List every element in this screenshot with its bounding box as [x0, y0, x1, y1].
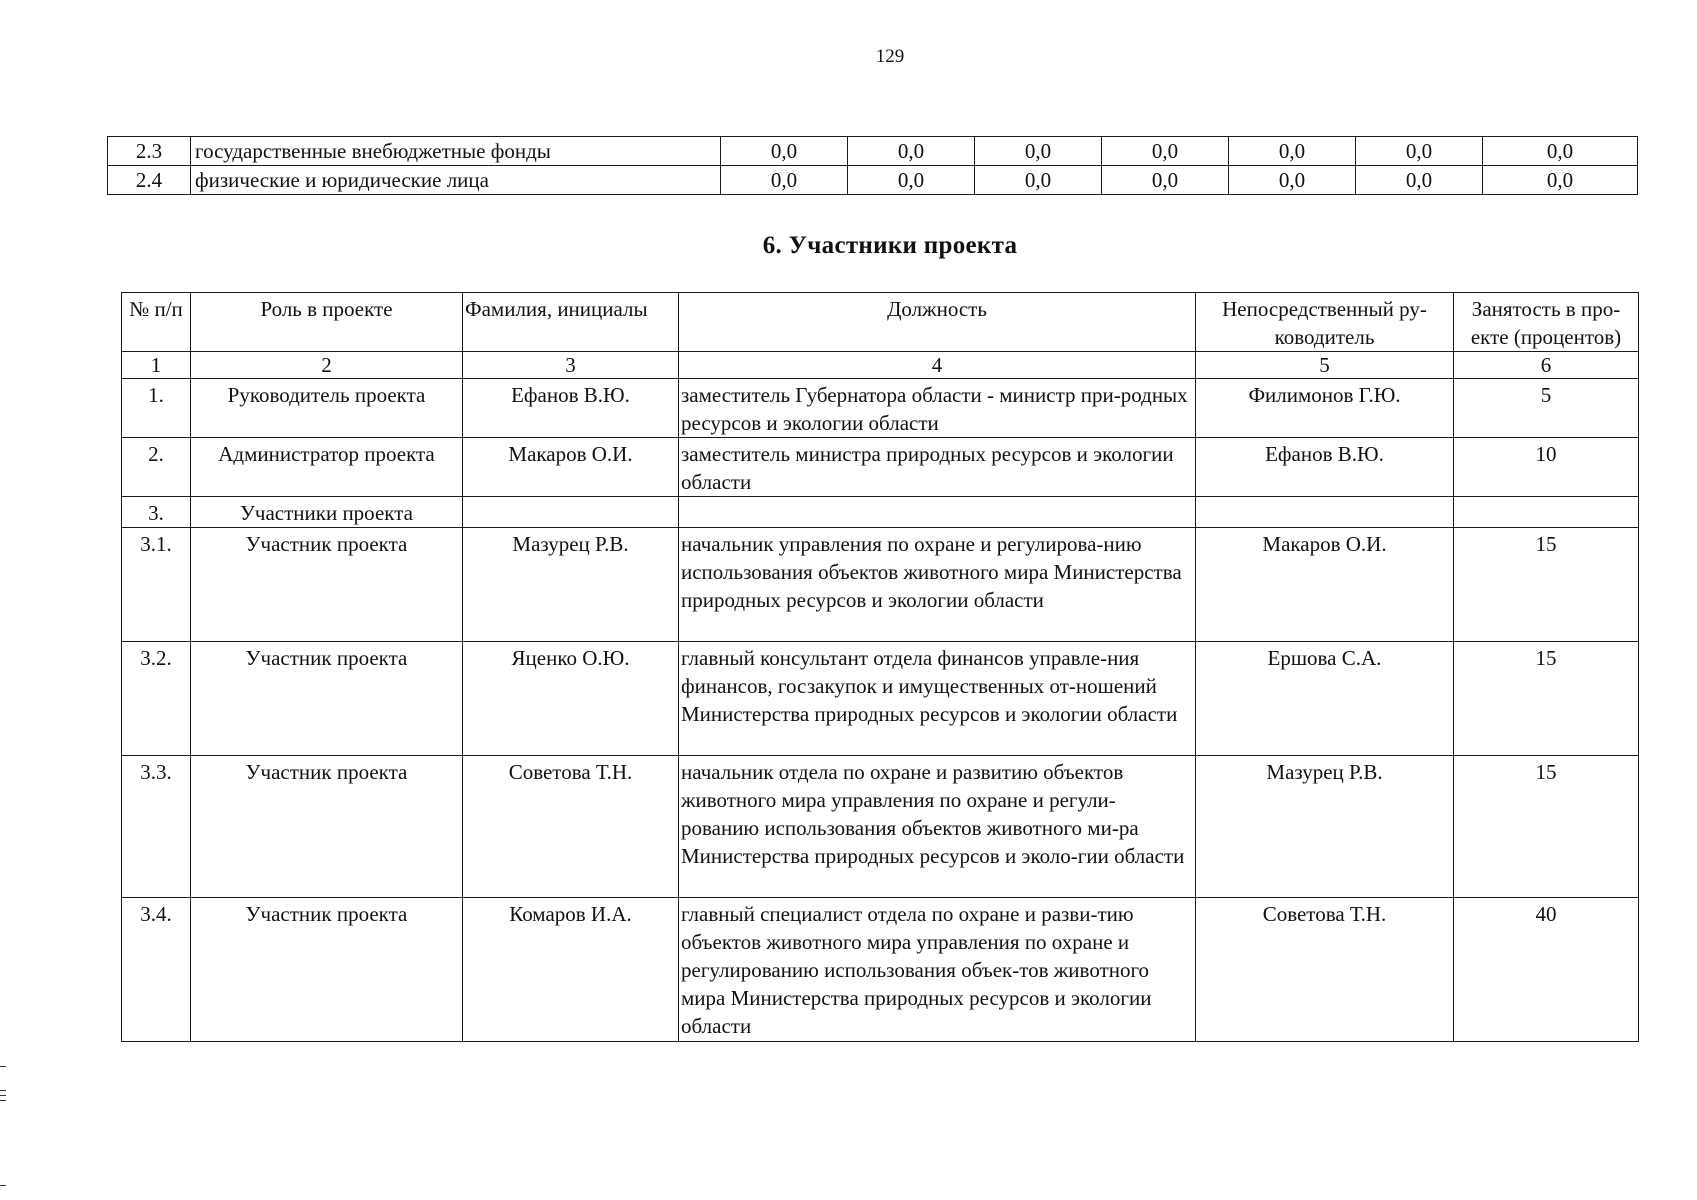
row-role: Участник проекта — [191, 642, 463, 756]
section-title: 6. Участники проекта — [762, 232, 1018, 259]
value-cell: 0,0 — [1102, 166, 1229, 195]
value-cell: 0,0 — [1229, 137, 1356, 166]
row-position: начальник отдела по охране и развитию объектов животного мира управления по охране и регули-рованию использования объектов животного ми-ра Министерства природных ресурсов и эколо-гии области — [679, 756, 1196, 898]
row-role: Руководитель проекта — [191, 379, 463, 438]
column-index: 3 — [463, 352, 679, 379]
row-manager: Макаров О.И. — [1196, 528, 1454, 642]
table-row — [122, 642, 1639, 756]
row-name — [463, 497, 679, 528]
table-row — [108, 166, 1638, 195]
row-label: государственные внебюджетные фонды — [191, 137, 721, 166]
row-name: Ефанов В.Ю. — [463, 379, 679, 438]
header-manager: Непосредственный ру-ководитель — [1196, 293, 1454, 352]
value-cell: 0,0 — [975, 137, 1102, 166]
table-row — [122, 898, 1639, 1042]
margin-mark — [0, 1100, 6, 1101]
row-role: Участник проекта — [191, 528, 463, 642]
row-manager: Советова Т.Н. — [1196, 898, 1454, 1042]
row-number: 2.3 — [108, 137, 191, 166]
participants-table — [121, 292, 1639, 1042]
row-number: 3.4. — [122, 898, 191, 1042]
page-number: 129 — [875, 46, 905, 67]
row-role: Участник проекта — [191, 756, 463, 898]
margin-mark — [0, 1090, 6, 1091]
header-name: Фамилия, инициалы — [463, 293, 679, 352]
row-role: Участники проекта — [191, 497, 463, 528]
row-name: Макаров О.И. — [463, 438, 679, 497]
table-row — [108, 137, 1638, 166]
column-index: 4 — [679, 352, 1196, 379]
table-row — [122, 497, 1639, 528]
table-header-row — [122, 293, 1639, 352]
row-manager: Филимонов Г.Ю. — [1196, 379, 1454, 438]
row-employment: 15 — [1454, 528, 1639, 642]
column-index: 1 — [122, 352, 191, 379]
row-name: Советова Т.Н. — [463, 756, 679, 898]
header-employment: Занятость в про-екте (процентов) — [1454, 293, 1639, 352]
row-number: 3. — [122, 497, 191, 528]
value-cell: 0,0 — [1483, 166, 1638, 195]
row-position: начальник управления по охране и регулирова-нию использования объектов животного мира Министерства природных ресурсов и экологии области — [679, 528, 1196, 642]
value-cell: 0,0 — [1102, 137, 1229, 166]
row-name: Мазурец Р.В. — [463, 528, 679, 642]
table-row — [122, 438, 1639, 497]
funding-table — [107, 136, 1638, 195]
margin-mark — [0, 1095, 6, 1096]
row-number: 2. — [122, 438, 191, 497]
row-employment: 40 — [1454, 898, 1639, 1042]
row-number: 3.3. — [122, 756, 191, 898]
table-row — [122, 528, 1639, 642]
row-number: 3.1. — [122, 528, 191, 642]
row-employment: 15 — [1454, 642, 1639, 756]
column-index-row — [122, 352, 1639, 379]
row-position: главный консультант отдела финансов управле-ния финансов, госзакупок и имущественных от-ношений Министерства природных ресурсов и экологии области — [679, 642, 1196, 756]
row-position: заместитель министра природных ресурсов и экологии области — [679, 438, 1196, 497]
value-cell: 0,0 — [1229, 166, 1356, 195]
row-role: Администратор проекта — [191, 438, 463, 497]
value-cell: 0,0 — [975, 166, 1102, 195]
row-manager: Мазурец Р.В. — [1196, 756, 1454, 898]
column-index: 2 — [191, 352, 463, 379]
row-role: Участник проекта — [191, 898, 463, 1042]
row-manager: Ефанов В.Ю. — [1196, 438, 1454, 497]
margin-mark — [0, 1185, 6, 1186]
row-name: Яценко О.Ю. — [463, 642, 679, 756]
column-index: 6 — [1454, 352, 1639, 379]
column-index: 5 — [1196, 352, 1454, 379]
row-position — [679, 497, 1196, 528]
row-employment: 10 — [1454, 438, 1639, 497]
row-name: Комаров И.А. — [463, 898, 679, 1042]
value-cell: 0,0 — [721, 166, 848, 195]
margin-mark — [0, 1066, 6, 1067]
header-num: № п/п — [122, 293, 191, 352]
header-position: Должность — [679, 293, 1196, 352]
row-label: физические и юридические лица — [191, 166, 721, 195]
row-number: 3.2. — [122, 642, 191, 756]
row-employment — [1454, 497, 1639, 528]
row-position: заместитель Губернатора области - министр при-родных ресурсов и экологии области — [679, 379, 1196, 438]
row-manager: Ершова С.А. — [1196, 642, 1454, 756]
value-cell: 0,0 — [848, 166, 975, 195]
row-manager — [1196, 497, 1454, 528]
value-cell: 0,0 — [1356, 166, 1483, 195]
header-role: Роль в проекте — [191, 293, 463, 352]
value-cell: 0,0 — [848, 137, 975, 166]
row-position: главный специалист отдела по охране и разви-тию объектов животного мира управления по охране и регулированию использования объек-тов животного мира Министерства природных ресурсов и экологии области — [679, 898, 1196, 1042]
value-cell: 0,0 — [1483, 137, 1638, 166]
table-row — [122, 379, 1639, 438]
value-cell: 0,0 — [721, 137, 848, 166]
row-employment: 15 — [1454, 756, 1639, 898]
row-number: 1. — [122, 379, 191, 438]
row-employment: 5 — [1454, 379, 1639, 438]
table-row — [122, 756, 1639, 898]
value-cell: 0,0 — [1356, 137, 1483, 166]
row-number: 2.4 — [108, 166, 191, 195]
